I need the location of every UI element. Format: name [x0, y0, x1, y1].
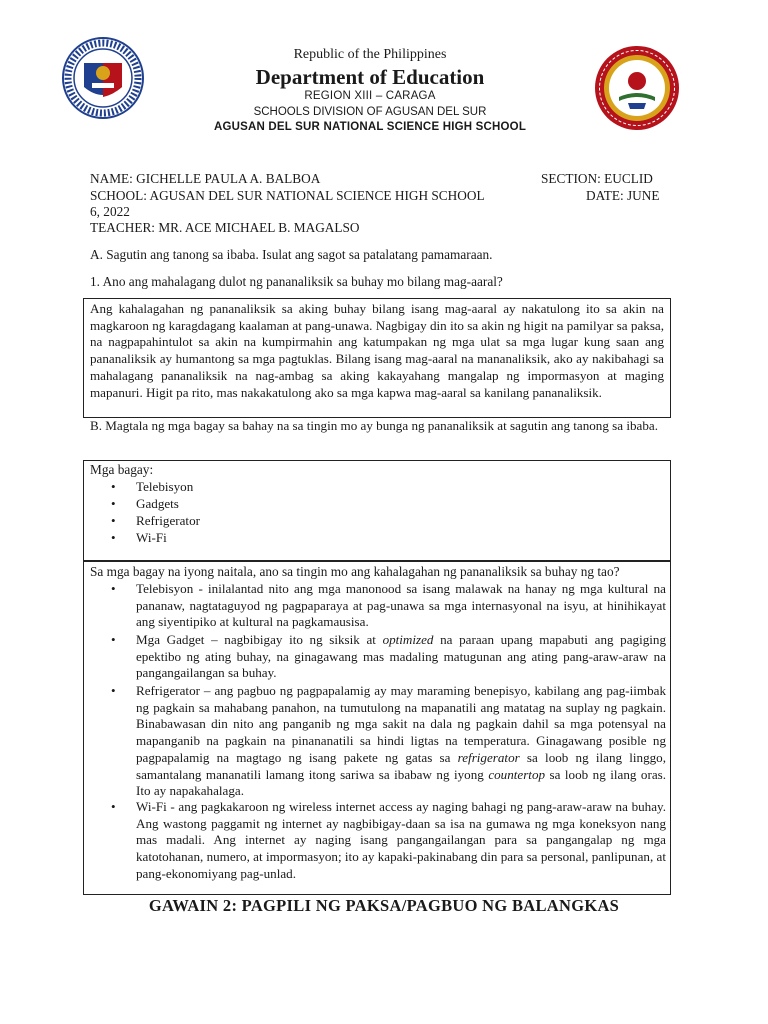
answer-wifi: • Wi-Fi - ang pagkakaroon ng wireless internet access ay naging bahagi ng pang-araw-araw na buhay. Ang wastong paggamit ng internet ay nagbibigay-daan sa isa na gumawa ng mga koneksyon nang mas madali. Ang internet ay naging isang pangangailangan para sa pangangalap ng mga katotohanan, numero, at impormasyon; ito ay kapaki-pakinabang din para sa personal, panlipunan, at pang-ekonomiyang pag-unlad.	[111, 799, 666, 881]
part-b-instruction: B. Magtala ng mga bagay sa bahay na sa tingin mo ay bunga ng pananaliksik at sagutin ang tanong sa ibaba.	[90, 418, 658, 433]
answer-telebisyon: • Telebisyon - inilalantad nito ang mga manonood sa isang malawak na hanay ng mga kultural na pananaw, nagtataguyod ng pagpaparaya at pag-unawa sa mga internasyonal na isyu, at hinihikayat ang siyentipiko at kultural na pagkamausisa.	[111, 581, 666, 630]
bullet-icon: •	[111, 496, 116, 511]
items-label: Mga bagay:	[90, 462, 154, 477]
bullet-icon: •	[111, 799, 116, 814]
student-section: SECTION: EUCLID	[541, 171, 653, 186]
bullet-icon: •	[111, 581, 116, 596]
header-school: AGUSAN DEL SUR NATIONAL SCIENCE HIGH SCHOOL	[213, 121, 527, 133]
answers-box	[83, 561, 671, 895]
date-label: DATE: JUNE	[586, 188, 660, 203]
header-department: Department of Education	[255, 65, 485, 89]
part-a-answer: Ang kahalagahan ng pananaliksik sa aking buhay bilang isang mag-aaral ay nakatulong ito sa akin na magkaroon ng karagdagang kaalaman at pang-unawa. Nagbigay din ito sa akin ng higit na pamilyar sa paksa, na nagpapahintulot sa akin na kumpirmahin ang katumpakan ng mga ulat sa mga lugar kung saan ang pananaliksik ay humantong sa mga pagtuklas. Bilang isang mag-aaral na mananaliksik, ako ay nakibahagi sa mahalagang pananaliksik na nag-ambag sa aking kakayahang mangalap ng impormasyon at maging mapanuri. Higit pa rito, mas nakakatulong ako sa mga kapwa mag-aaral sa kanilang pananaliksik.	[90, 301, 664, 400]
bullet-icon: •	[111, 683, 116, 698]
teacher-name: TEACHER: MR. ACE MICHAEL B. MAGALSO	[90, 220, 360, 235]
header-republic: Republic of the Philippines	[293, 47, 447, 62]
header-division: SCHOOLS DIVISION OF AGUSAN DEL SUR	[253, 106, 487, 118]
answer-gadget: • Mga Gadget – nagbibigay ito ng siksik at optimized na paraan upang mapabuti ang pagiging epektibo ng ating buhay, na ginagawang mas madaling matugunan ang ating pang-araw-araw na pangangailangan sa buhay.	[111, 632, 666, 681]
date-value: 6, 2022	[90, 204, 130, 219]
bullet-icon: •	[111, 479, 116, 494]
deped-seal-logo	[62, 37, 144, 119]
student-school: SCHOOL: AGUSAN DEL SUR NATIONAL SCIENCE HIGH SCHOOL	[90, 188, 485, 203]
bullet-icon: •	[111, 530, 116, 545]
student-name: NAME: GICHELLE PAULA A. BALBOA	[90, 171, 321, 186]
part-a-instruction: A. Sagutin ang tanong sa ibaba. Isulat ang sagot sa patalatang pamamaraan.	[90, 247, 493, 262]
bullet-icon: •	[111, 513, 116, 528]
answer-refrigerator: • Refrigerator – ang pagbuo ng pagpapalamig ay may maraming benepisyo, kabilang ang pag-iimbak ng pagkain sa mahabang panahon, na tumutulong na mapanatili ang matatag na suplay ng pagkain. Binabawasan din nito ang panganib ng mga sakit na dala ng pagkain dahil sa mga potensyal na mapanganib na pagkain na pinananatili sa hindi ligtas na temperatura. Ginagawang posible ng pagpapalamig na magtago ng isang pakete ng gatas sa refrigerator sa loob ng ilang linggo, samantalang mananatili lamang itong sariwa sa ibabaw ng iyong countertop sa loob ng ilang oras. Ito ay napakahalaga.	[111, 683, 667, 799]
part-b-question: Sa mga bagay na iyong naitala, ano sa tingin mo ang kahalagahan ng pananaliksik sa buhay ng tao?	[90, 564, 620, 579]
school-seal-logo	[594, 45, 680, 131]
part-a-question: 1. Ano ang mahalagang dulot ng pananaliksik sa buhay mo bilang mag-aaral?	[90, 274, 503, 289]
header-region: REGION XIII – CARAGA	[304, 90, 436, 102]
gawain-title: GAWAIN 2: PAGPILI NG PAKSA/PAGBUO NG BALANGKAS	[148, 896, 620, 915]
items-box: Mga bagay: • Telebisyon • Gadgets • Refrigerator • Wi-Fi	[83, 460, 671, 561]
part-a-answer-box	[83, 298, 671, 418]
bullet-icon: •	[111, 632, 116, 647]
